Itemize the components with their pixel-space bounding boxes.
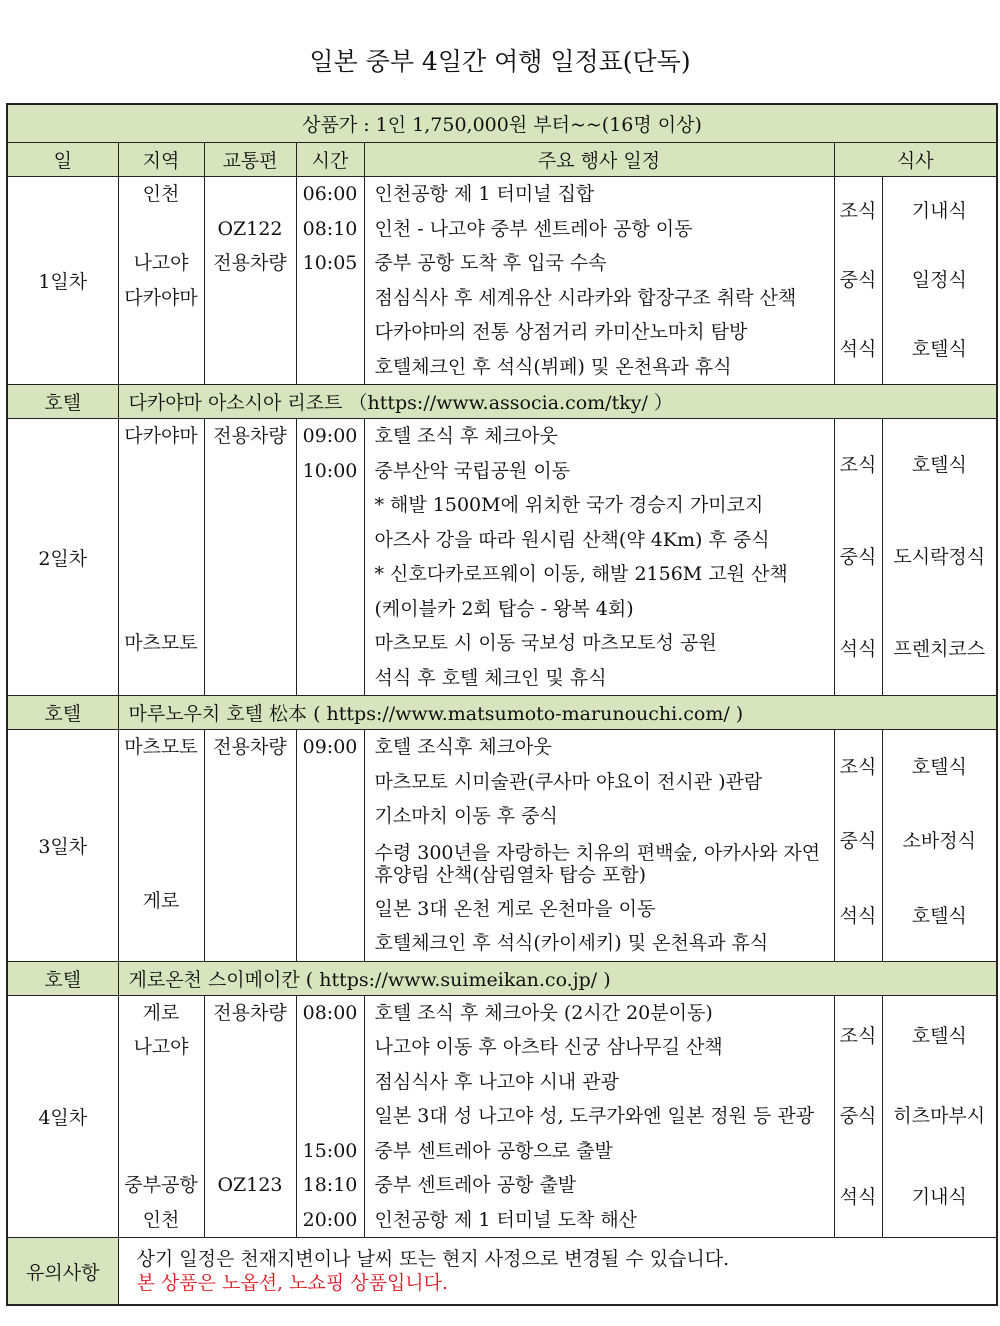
meal-label: 석식	[839, 638, 877, 660]
schedule-item: 기소마치 이동 후 중식	[374, 805, 558, 827]
transport-text	[205, 626, 296, 661]
notice-label: 유의사항	[7, 1238, 118, 1306]
transport-text	[205, 1099, 296, 1134]
schedule-item: 중부 공항 도착 후 입국 수속	[374, 252, 607, 274]
region-text: 게로	[142, 1001, 180, 1024]
region-text: 게로	[142, 890, 180, 912]
region-cell	[118, 995, 204, 1238]
transport-text: OZ123	[217, 1174, 283, 1196]
region-text	[119, 1065, 204, 1100]
schedule-item: 중부 센트레아 공항으로 출발	[374, 1139, 613, 1162]
schedule-cell	[364, 995, 834, 1238]
hotel-name: 마루노우치 호텔 松本 ( https://www.matsumoto-marunouchi.com/ )	[118, 696, 997, 730]
meal-value-cell	[882, 419, 997, 696]
schedule-item: 호텔 조식 후 체크아웃 (2시간 20분이동)	[374, 1001, 713, 1024]
region-text	[119, 523, 204, 558]
transport-text	[205, 281, 296, 316]
time-text: 08:00	[302, 1001, 358, 1024]
hotel-row	[7, 385, 997, 419]
meal-value: 기내식	[911, 1185, 967, 1208]
schedule-item: 인천공항 제 1 터미널 집합	[374, 183, 595, 205]
meal-label: 중식	[839, 1105, 877, 1127]
hotel-label: 호텔	[7, 385, 118, 419]
schedule-item: 인천 - 나고야 중부 센트레아 공항 이동	[374, 217, 693, 240]
time-text: 08:10	[302, 217, 358, 240]
notice-text	[118, 1238, 997, 1306]
schedule-cell	[364, 177, 834, 385]
region-text	[119, 350, 204, 385]
transport-text	[205, 488, 296, 523]
schedule-cell	[364, 419, 834, 696]
schedule-item: 점심식사 후 나고야 시내 관광	[374, 1070, 619, 1093]
day-label: 1일차	[7, 177, 118, 385]
meal-label-cell	[834, 419, 882, 696]
time-text	[297, 626, 364, 661]
transport-text	[205, 523, 296, 558]
header-meals: 식사	[834, 143, 997, 177]
transport-text	[205, 1134, 296, 1169]
time-text: 10:00	[302, 459, 358, 482]
schedule-item: 중부 센트레아 공항 출발	[374, 1174, 577, 1196]
region-text: 나고야	[133, 1036, 189, 1058]
region-text: 인천	[142, 1208, 180, 1231]
header-day: 일	[7, 143, 118, 177]
time-text: 20:00	[302, 1208, 358, 1231]
meal-value: 소바정식	[902, 830, 976, 853]
schedule-item: 석식 후 호텔 체크인 및 휴식	[374, 666, 607, 689]
meal-label: 조식	[839, 200, 877, 222]
hotel-row	[7, 696, 997, 730]
transport-cell	[204, 995, 296, 1238]
meal-value: 도시락정식	[893, 546, 986, 568]
meal-label: 석식	[839, 338, 877, 360]
hotel-name: 다카야마 아소시아 리조트 （https://www.associa.com/tky/ ）	[118, 385, 997, 419]
region-text: 나고야	[133, 252, 189, 274]
notice-line: 상기 일정은 천재지변이나 날씨 또는 현지 사정으로 변경될 수 있습니다.	[136, 1248, 730, 1270]
transport-text	[205, 834, 296, 885]
schedule-cell	[364, 730, 834, 962]
meal-value: 호텔식	[911, 904, 967, 927]
transport-text	[205, 1065, 296, 1100]
region-text: 다카야마	[124, 425, 198, 447]
region-text	[119, 315, 204, 350]
time-text	[297, 488, 364, 523]
transport-text	[205, 1203, 296, 1238]
day-row	[7, 177, 997, 385]
region-text	[119, 919, 204, 954]
notice-warning: 본 상품은 노옵션, 노쇼핑 상품입니다.	[136, 1272, 449, 1294]
schedule-item: 호텔 조식후 체크아웃	[374, 736, 552, 758]
time-text	[297, 799, 364, 834]
time-cell	[296, 177, 364, 385]
meal-value: 호텔식	[911, 338, 967, 360]
transport-text	[205, 1030, 296, 1065]
transport-text	[205, 799, 296, 834]
time-text	[297, 1099, 364, 1134]
transport-text	[205, 350, 296, 385]
region-text	[119, 488, 204, 523]
region-cell	[118, 419, 204, 696]
transport-cell	[204, 730, 296, 962]
time-text	[297, 350, 364, 385]
hotel-row	[7, 961, 997, 995]
day-label: 3일차	[7, 730, 118, 962]
schedule-item: (케이블카 2회 탑승 - 왕복 4회)	[374, 597, 634, 620]
header-time: 시간	[296, 143, 364, 177]
region-text	[119, 592, 204, 627]
meal-value-cell	[882, 177, 997, 385]
transport-text: 전용차량	[213, 425, 287, 447]
time-text	[297, 1065, 364, 1100]
meal-value: 호텔식	[911, 1024, 967, 1047]
transport-text	[205, 765, 296, 800]
schedule-item: 점심식사 후 세계유산 시라카와 합장구조 취락 산책	[374, 286, 797, 309]
region-text	[119, 212, 204, 247]
day-row	[7, 730, 997, 962]
schedule-item: 중부산악 국립공원 이동	[374, 459, 571, 482]
transport-cell	[204, 177, 296, 385]
transport-text: 전용차량	[213, 252, 287, 274]
price-text: 상품가 : 1인 1,750,000원 부터~~(16명 이상)	[7, 104, 997, 143]
hotel-name: 게로온천 스이메이칸 ( https://www.suimeikan.co.jp/ )	[118, 961, 997, 995]
meal-value: 기내식	[911, 200, 967, 222]
schedule-item: 다카야마의 전통 상점거리 카미산노마치 탐방	[374, 321, 748, 343]
meal-label: 조식	[839, 454, 877, 476]
time-text	[297, 765, 364, 800]
meal-label-cell	[834, 177, 882, 385]
time-text	[297, 661, 364, 696]
time-text	[297, 1030, 364, 1065]
transport-text	[205, 454, 296, 489]
time-text	[297, 557, 364, 592]
hotel-label: 호텔	[7, 696, 118, 730]
day-label: 2일차	[7, 419, 118, 696]
meal-value: 일정식	[911, 269, 967, 291]
meal-value: 프렌치코스	[893, 638, 986, 660]
page-title: 일본 중부 4일간 여행 일정표(단독)	[309, 47, 691, 76]
region-text	[119, 661, 204, 696]
region-text: 다카야마	[124, 286, 198, 309]
schedule-item: 아즈사 강을 따라 원시림 산책(약 4Km) 후 중식	[374, 528, 770, 551]
region-cell	[118, 730, 204, 962]
transport-text	[205, 592, 296, 627]
region-text	[119, 765, 204, 800]
region-cell	[118, 177, 204, 385]
meal-value: 히츠마부시	[893, 1105, 986, 1127]
schedule-item: 일본 3대 온천 게로 온천마을 이동	[374, 897, 656, 920]
meal-label: 석식	[839, 1185, 877, 1208]
region-text: 마츠모토	[124, 736, 198, 758]
transport-text: OZ122	[217, 217, 283, 240]
meal-label: 중식	[839, 546, 877, 568]
time-text	[297, 315, 364, 350]
transport-text	[205, 557, 296, 592]
time-text: 10:05	[302, 252, 358, 274]
meal-label: 석식	[839, 904, 877, 927]
transport-text	[205, 661, 296, 696]
transport-text: 전용차량	[213, 736, 287, 758]
meal-label: 조식	[839, 756, 877, 778]
time-text	[297, 523, 364, 558]
time-cell	[296, 995, 364, 1238]
time-text	[297, 281, 364, 316]
header-row	[7, 143, 997, 177]
region-text	[119, 799, 204, 834]
schedule-item: * 신호다카로프웨이 이동, 해발 2156M 고원 산책	[374, 563, 788, 585]
header-schedule: 주요 행사 일정	[364, 143, 834, 177]
time-text	[297, 884, 364, 919]
transport-text: 전용차량	[213, 1001, 287, 1024]
time-cell	[296, 730, 364, 962]
day-row	[7, 995, 997, 1238]
time-text: 09:00	[302, 736, 358, 758]
time-text: 15:00	[302, 1139, 358, 1162]
transport-cell	[204, 419, 296, 696]
transport-text	[205, 884, 296, 919]
price-row	[7, 104, 997, 143]
schedule-item: 마츠모토 시미술관(쿠사마 야요이 전시관 )관람	[374, 770, 763, 793]
region-text	[119, 1134, 204, 1169]
day-label: 4일차	[7, 995, 118, 1238]
schedule-item: 수령 300년을 자랑하는 치유의 편백숲, 아카사와 자연휴양림 산책(삼림열차 탑승 포함)	[374, 841, 821, 886]
time-text: 18:10	[302, 1174, 358, 1196]
transport-text	[205, 315, 296, 350]
meal-value: 호텔식	[911, 454, 967, 476]
schedule-item: 인천공항 제 1 터미널 도착 해산	[374, 1208, 638, 1231]
meal-label: 중식	[839, 830, 877, 853]
schedule-item: 호텔체크인 후 석식(뷔페) 및 온천욕과 휴식	[374, 355, 732, 378]
region-text	[119, 454, 204, 489]
region-text	[119, 557, 204, 592]
meal-label: 중식	[839, 269, 877, 291]
meal-label-cell	[834, 730, 882, 962]
region-text	[119, 1099, 204, 1134]
region-text: 인천	[142, 183, 180, 205]
meal-value-cell	[882, 730, 997, 962]
time-text: 06:00	[302, 183, 358, 205]
schedule-item: 나고야 이동 후 아츠타 신궁 삼나무길 산책	[374, 1036, 723, 1058]
schedule-table	[6, 103, 998, 1306]
notice-row	[7, 1238, 997, 1306]
time-text	[297, 592, 364, 627]
time-text: 09:00	[302, 425, 358, 447]
schedule-item: 호텔 조식 후 체크아웃	[374, 425, 558, 447]
schedule-item: 마츠모토 시 이동 국보성 마츠모토성 공원	[374, 632, 717, 654]
time-text	[297, 919, 364, 954]
meal-value: 호텔식	[911, 756, 967, 778]
hotel-label: 호텔	[7, 961, 118, 995]
schedule-item: 호텔체크인 후 석식(카이세키) 및 온천욕과 휴식	[374, 932, 769, 954]
transport-text	[205, 919, 296, 954]
region-text: 마츠모토	[124, 632, 198, 654]
meal-label: 조식	[839, 1024, 877, 1047]
region-text	[119, 834, 204, 885]
schedule-item: * 해발 1500M에 위치한 국가 경승지 가미코지	[374, 494, 764, 516]
time-text	[297, 834, 364, 885]
day-row	[7, 419, 997, 696]
meal-value-cell	[882, 995, 997, 1238]
region-text: 중부공항	[124, 1174, 198, 1196]
header-transport: 교통편	[204, 143, 296, 177]
transport-text	[205, 177, 296, 212]
meal-label-cell	[834, 995, 882, 1238]
schedule-item: 일본 3대 성 나고야 성, 도쿠가와엔 일본 정원 등 관광	[374, 1105, 815, 1127]
time-cell	[296, 419, 364, 696]
header-region: 지역	[118, 143, 204, 177]
